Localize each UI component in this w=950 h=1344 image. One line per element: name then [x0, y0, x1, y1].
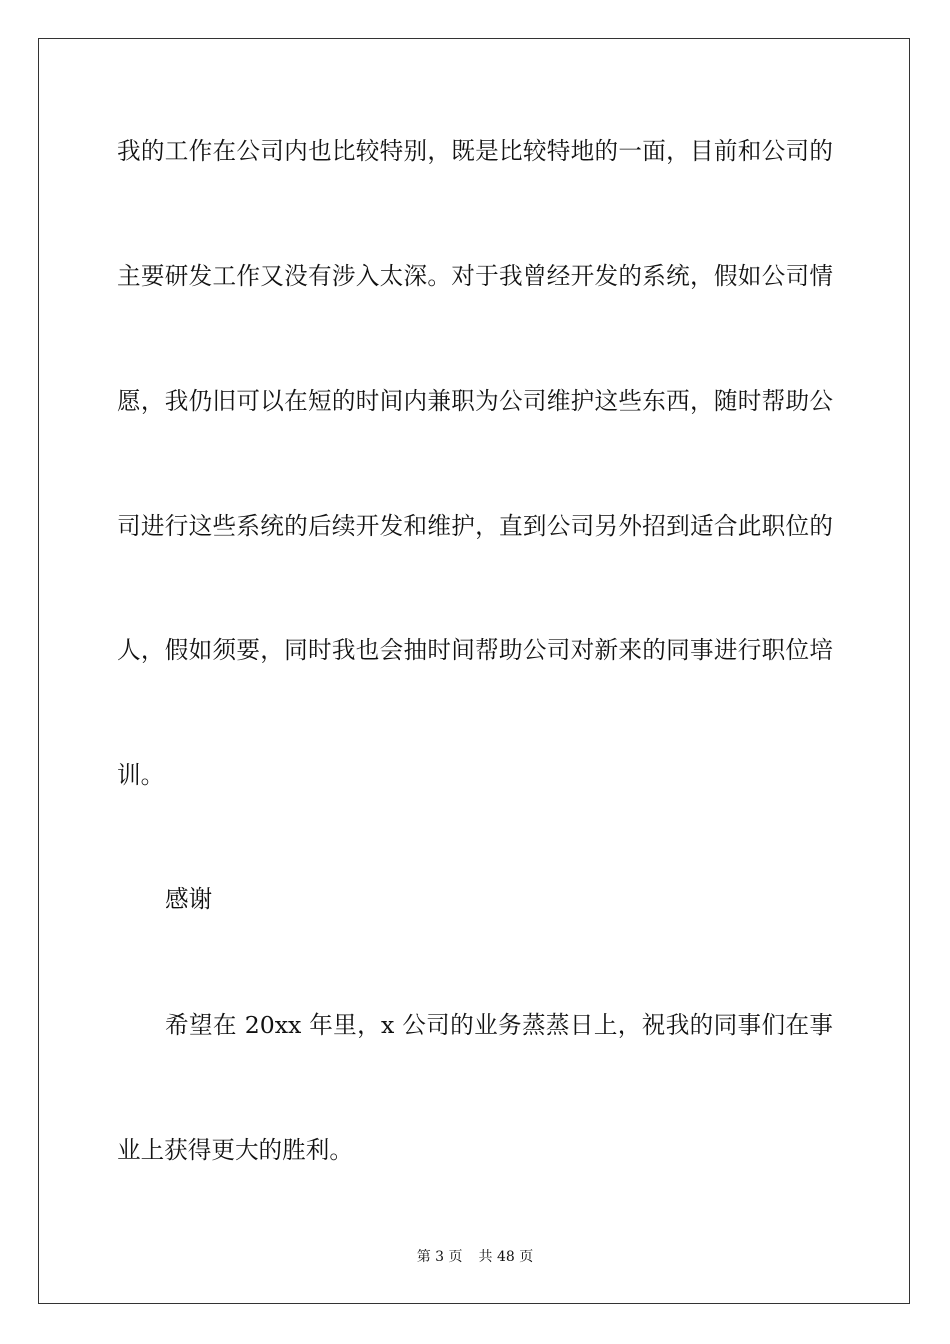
body-text-line-6: 训。 [117, 761, 165, 789]
section-heading-thanks: 感谢 [165, 885, 213, 913]
page-number: 第 3 页 [416, 1249, 463, 1265]
body-text-line-8: 业上获得更大的胜利。 [117, 1136, 353, 1164]
total-pages: 共 48 页 [478, 1249, 534, 1265]
body-text-line-3: 愿，我仍旧可以在短的时间内兼职为公司维护这些东西，随时帮助公 [117, 387, 833, 415]
page-footer [0, 1248, 950, 1266]
body-text-line-5: 人，假如须要，同时我也会抽时间帮助公司对新来的同事进行职位培 [117, 636, 833, 664]
body-text-line-4: 司进行这些系统的后续开发和维护，直到公司另外招到适合此职位的 [117, 512, 833, 540]
page-border [38, 38, 910, 1304]
body-text-line-7: 希望在 20xx 年里，x 公司的业务蒸蒸日上，祝我的同事们在事 [165, 1011, 833, 1039]
body-text-line-1: 我的工作在公司内也比较特别，既是比较特地的一面，目前和公司的 [117, 137, 833, 165]
body-text-line-2: 主要研发工作又没有涉入太深。对于我曾经开发的系统，假如公司情 [117, 262, 833, 290]
